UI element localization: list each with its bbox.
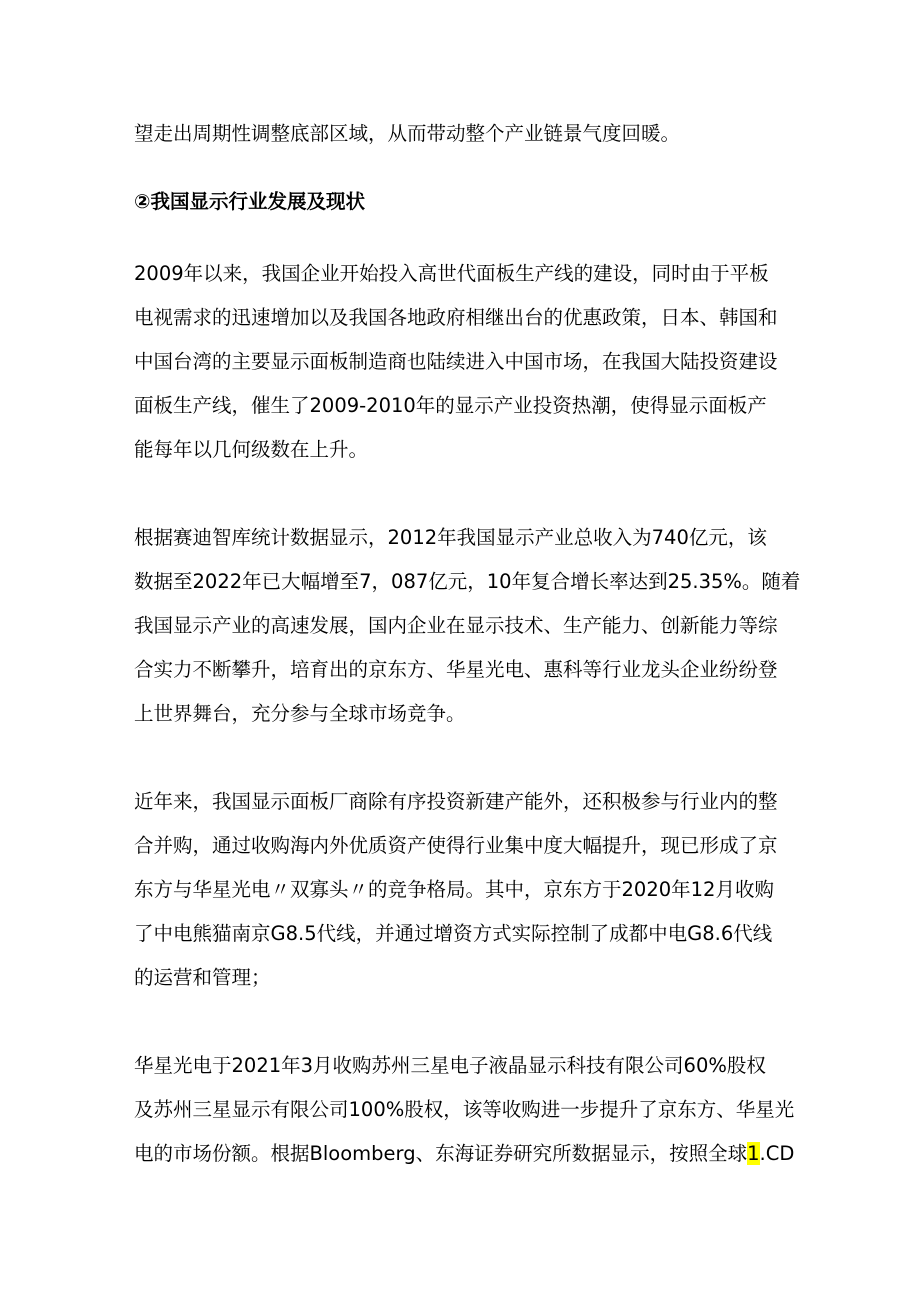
- text-line: 近年来，我国显示面板厂商除有序投资新建产能外，还积极参与行业内的整: [134, 790, 778, 813]
- text-line: 了中电熊猫南京G8.5代线，并通过增资方式实际控制了成都中电G8.6代线: [134, 922, 773, 945]
- text-line: 上世界舞台，充分参与全球市场竞争。: [134, 702, 466, 725]
- text-line: 合实力不断攀升，培育出的京东方、华星光电、惠科等行业龙头企业纷纷登: [134, 658, 778, 681]
- text-line-last: [134, 1132, 794, 1176]
- paragraph-history: [134, 252, 794, 472]
- text-line: 我国显示产业的高速发展，国内企业在显示技术、生产能力、创新能力等综: [134, 614, 778, 637]
- paragraph-intro: [134, 112, 794, 156]
- text-line: 华星光电于2021年3月收购苏州三星电子液晶显示科技有限公司60%股权: [134, 1054, 766, 1077]
- text-line: 能每年以几何级数在上升。: [134, 438, 369, 461]
- heading-text: ②我国显示行业发展及现状: [134, 190, 366, 213]
- text-line: 的运营和管理；: [134, 966, 271, 989]
- text-line: 根据赛迪智库统计数据显示，2012年我国显示产业总收入为740亿元，该: [134, 526, 767, 549]
- paragraph-acquisition: [134, 1044, 794, 1176]
- text-line: 合并购，通过收购海内外优质资产使得行业集中度大幅提升，现已形成了京: [134, 834, 778, 857]
- section-heading: [134, 180, 794, 224]
- text-line: 数据至2022年已大幅增至7，087亿元，10年复合增长率达到25.35%。随着: [134, 570, 801, 593]
- highlighted-text: 1: [747, 1142, 760, 1165]
- paragraph-statistics: [134, 516, 801, 736]
- text-line: 面板生产线，催生了2009-2010年的显示产业投资热潮，使得显示面板产: [134, 394, 767, 417]
- text-line: 及苏州三星显示有限公司100%股权，该等收购进一步提升了京东方、华星光: [134, 1098, 795, 1121]
- text-segment: .CD: [759, 1142, 795, 1165]
- text-line: 中国台湾的主要显示面板制造商也陆续进入中国市场，在我国大陆投资建设: [134, 350, 778, 373]
- text-line: 2009年以来，我国企业开始投入高世代面板生产线的建设，同时由于平板: [134, 262, 769, 285]
- text-line: 东方与华星光电〃双寡头〃的竞争格局。其中，京东方于2020年12月收购: [134, 878, 774, 901]
- text-segment: 电的市场份额。根据Bloomberg、东海证券研究所数据显示，按照全球: [134, 1142, 748, 1165]
- paragraph-consolidation: [134, 780, 794, 1000]
- text-line: 望走出周期性调整底部区域，从而带动整个产业链景气度回暖。: [134, 122, 681, 145]
- text-line: 电视需求的迅速增加以及我国各地政府相继出台的优惠政策，日本、韩国和: [134, 306, 778, 329]
